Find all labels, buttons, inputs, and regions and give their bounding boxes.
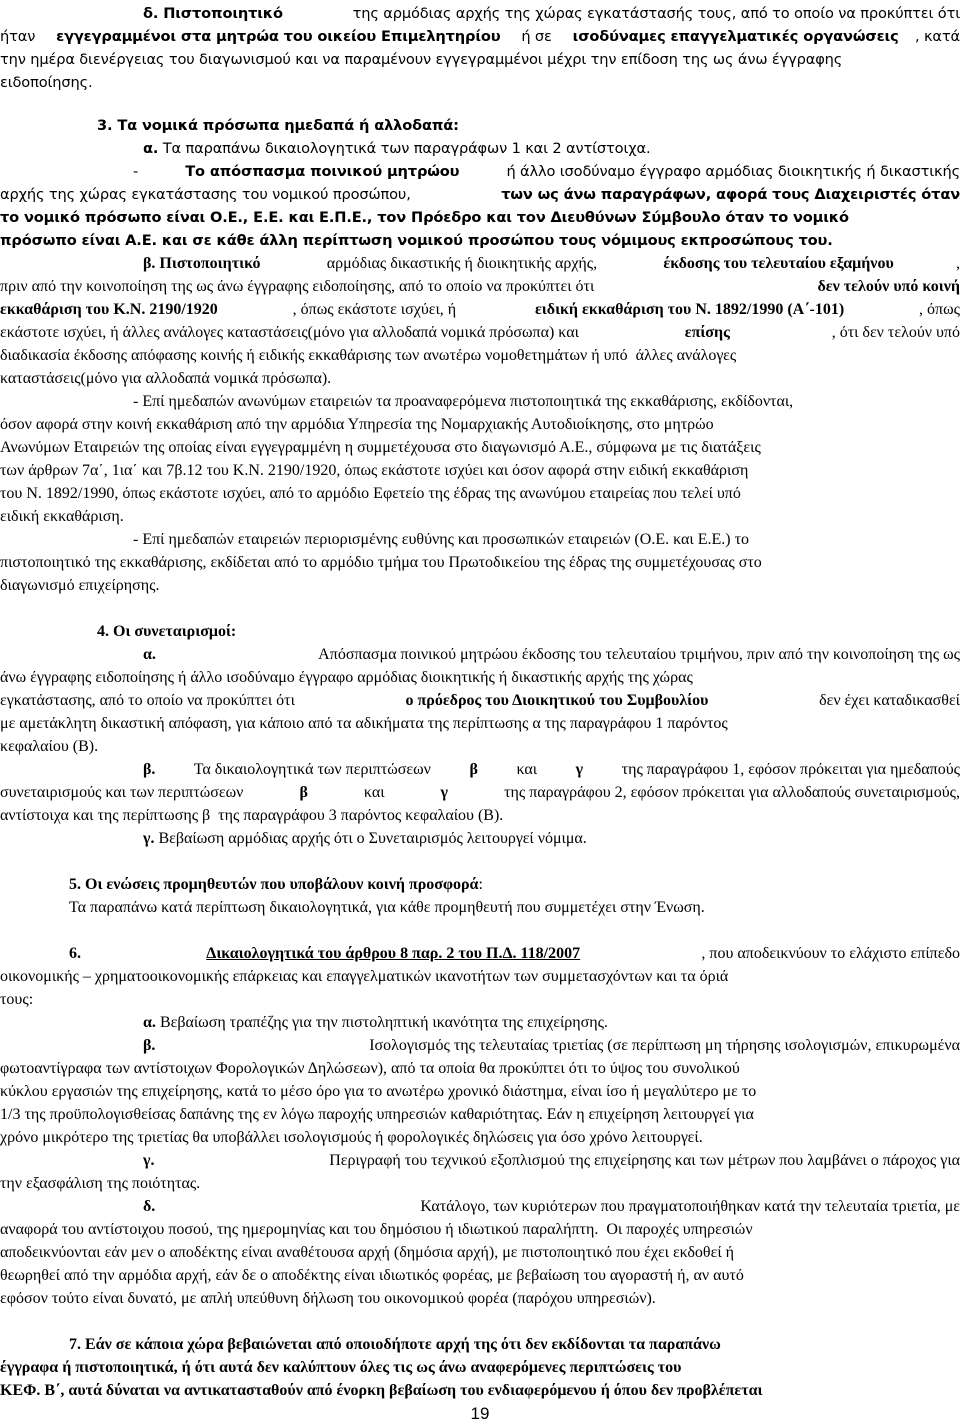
text-line [0, 71, 960, 94]
text-run: Ανωνύμων Εταιρειών της οποίας είναι εγγεγραμμένη η συμμετέχουσα στο διαγωνισμό Α.Ε., σύμφωνα με τις διατάξεις [0, 439, 761, 456]
text-run: - Επί ημεδαπών ανωνύμων εταιρειών τα προαναφερόμενα πιστοποιητικά της εκκαθάρισης, εκδίδονται, [133, 393, 794, 410]
text-run: τους: [0, 991, 34, 1008]
text-line [0, 1218, 960, 1241]
text-run: : [478, 876, 483, 893]
text-line [0, 1172, 960, 1195]
text-run: α. [143, 1014, 156, 1031]
text-line [0, 137, 960, 160]
text-run: α. [143, 140, 159, 157]
text-line [0, 459, 960, 482]
text-run: 3. Τα νομικά πρόσωπα ημεδαπά ή αλλοδαπά: [97, 117, 459, 134]
text-line [0, 367, 960, 390]
text-line [0, 1080, 960, 1103]
text-line [0, 574, 960, 597]
text-run: 7. Εάν σε κάποια χώρα βεβαιώνεται από οποιοδήποτε αρχή της ότι δεν εκδίδονται τα παραπάνω [69, 1336, 721, 1353]
text-line [0, 183, 960, 206]
text-run: δ. [143, 1198, 156, 1215]
text-line [0, 896, 960, 919]
text-line [0, 321, 960, 344]
text-run: πρόσωπο είναι Α.Ε. και σε κάθε άλλη περίπτωση νομικού προσώπου τους νόμιμους εκπροσώπους του. [0, 232, 833, 249]
text-run: πριν από την κοινοποίηση της ως άνω έγγραφης ειδοποίησης, από το οποίο να προκύπτει ότι [0, 278, 599, 295]
text-run: αρμόδιας δικαστικής ή διοικητικής αρχής, [322, 255, 602, 272]
text-run: , όπως εκάστοτε ισχύει, ή [292, 301, 461, 318]
text-run: κεφαλαίου (Β). [0, 738, 99, 755]
text-run: ήταν [0, 28, 40, 45]
text-run: ειδική εκκαθάριση. [0, 508, 124, 525]
text-line [0, 873, 960, 896]
text-run: και [359, 784, 389, 801]
text-line [0, 551, 960, 574]
text-line [0, 390, 960, 413]
text-run: χρόνο μικρότερο της τριετίας θα υποβάλλει ισολογισμούς ή φορολογικές δηλώσεις για όσο χρόνο λειτουργεί. [0, 1129, 703, 1146]
text-line [0, 413, 960, 436]
text-run: , που αποδεικνύουν το ελάχιστο επίπεδο [701, 945, 960, 962]
text-line [0, 965, 960, 988]
text-run: , [955, 255, 960, 272]
text-run: την εξασφάλιση της ποιότητας. [0, 1175, 201, 1192]
text-line [0, 252, 960, 275]
text-line [0, 1126, 960, 1149]
text-run: β [299, 784, 308, 801]
text-line [0, 1333, 960, 1356]
text-run: Περιγραφή του τεχνικού εξοπλισμού της επιχείρησης και των μέτρων που λαμβάνει ο πάροχος για [325, 1152, 960, 1169]
text-run: Ισολογισμός της τελευταίας τριετίας (σε περίπτωση μη τήρησης ισολογισμών, επικυρωμένα [365, 1037, 960, 1054]
text-run: γ. [143, 1152, 155, 1169]
text-run: αρχής της χώρας εγκατάστασης του νομικού προσώπου, [0, 186, 416, 203]
text-run: την ημέρα διενέργειας του διαγωνισμού και να παραμένουν εγγεγραμμένοι μέχρι την επίδοση της ως άνω έγγραφης [0, 51, 843, 68]
text-run: ή σε [516, 28, 557, 45]
text-line [0, 1195, 960, 1218]
text-run: των άρθρων 7α΄, 1ια΄ και 7β.12 του Κ.Ν. 2190/1920, όπως εκάστοτε ισχύει και όσον αφορά στην ειδική εκκαθάριση [0, 462, 749, 479]
text-run: έκδοσης του τελευταίου εξαμήνου [663, 255, 894, 272]
text-run: αντίστοιχα και της περίπτωσης β της παραγράφου 3 παρόντος κεφαλαίου (Β). [0, 807, 504, 824]
text-run: διαγωνισμό επιχείρησης. [0, 577, 160, 594]
text-run: ισοδύναμες επαγγελματικές οργανώσεις [572, 28, 899, 45]
text-run: β. Πιστοποιητικό [143, 255, 261, 272]
text-run: κύκλου εργασιών της επιχείρησης, κατά το μέσο όρο για το ανωτέρω χρονικό διάστημα, είναι ίσο ή μεγαλύτερο με το [0, 1083, 757, 1100]
text-run: οικονομικής – χρηματοοικονομικής επάρκειας και επαγγελματικών ικανοτήτων των συμμετασχόντων και τα όριά [0, 968, 729, 985]
text-run: ειδοποίησης. [0, 74, 93, 91]
text-run: 1/3 της προϋπολογισθείσας δαπάνης της εν λόγω παροχής υπηρεσιών καθαριότητας. Εάν η επιχείρηση λειτουργεί για [0, 1106, 754, 1123]
text-line [0, 1103, 960, 1126]
text-run: και [512, 761, 542, 778]
text-run: πιστοποιητικό της εκκαθάρισης, εκδίδεται από το αρμόδιο τμήμα του Πρωτοδικείου της έδρας της συμμετέχουσας στο [0, 554, 762, 571]
text-run: όσον αφορά στην κοινή εκκαθάριση από την αρμόδια Υπηρεσία της Νομαρχιακής Αυτοδιοίκησης, στο μητρώο [0, 416, 714, 433]
text-line [0, 505, 960, 528]
text-line [0, 344, 960, 367]
text-line [0, 620, 960, 643]
text-run: καταστάσεις(μόνο για αλλοδαπά νομικά πρόσωπα). [0, 370, 332, 387]
text-run: έγγραφα ή πιστοποιητικά, ή ότι αυτά δεν καλύπτουν όλες τις ως άνω αναφερόμενες περιπτώσεις του [0, 1359, 682, 1376]
text-run: β. [143, 1037, 156, 1054]
text-run: Τα παραπάνω δικαιολογητικά των παραγράφων 1 και 2 αντίστοιχα. [158, 140, 651, 157]
text-run: άνω έγγραφης ειδοποίησης ή άλλο ισοδύναμο έγγραφο αρμόδιας διοικητικής ή δικαστικής αρχής της χώρας [0, 669, 693, 686]
text-line [0, 528, 960, 551]
text-run: , όπως [919, 301, 960, 318]
text-run: γ. [143, 830, 155, 847]
text-run: Βεβαίωση τραπέζης για την πιστοληπτική ικανότητα της επιχείρησης. [155, 1014, 608, 1031]
text-run: συνεταιρισμούς και των περιπτώσεων [0, 784, 248, 801]
text-run: εγκατάστασης, από το οποίο να προκύπτει ότι [0, 692, 299, 709]
text-line [0, 827, 960, 850]
text-run: ή άλλο ισοδύναμο έγγραφο αρμόδιας διοικητικής ή δικαστικής [501, 163, 960, 180]
text-run: διαδικασία έκδοσης απόφασης κοινής ή ειδικής εκκαθάρισης των ανωτέρω νομοθετημάτων ή υπό άλλες ανάλογες [0, 347, 737, 364]
text-line [0, 482, 960, 505]
text-line [0, 48, 960, 71]
text-run: , κατά [914, 28, 960, 45]
text-run: ειδική εκκαθάριση του Ν. 1892/1990 (Α΄-101) [534, 301, 845, 318]
text-run: - [133, 163, 143, 180]
text-run: Το απόσπασμα ποινικού μητρώου [185, 163, 460, 180]
text-run: ο πρόεδρος του Διοικητικού του Συμβουλίου [405, 692, 709, 709]
text-run: β [469, 761, 478, 778]
text-line [0, 1011, 960, 1034]
text-run: Τα παραπάνω κατά περίπτωση δικαιολογητικά, για κάθε προμηθευτή που συμμετέχει στην Ένωση. [69, 899, 705, 916]
text-line [0, 298, 960, 321]
text-run: - Επί ημεδαπών εταιρειών περιορισμένης ευθύνης και προσωπικών εταιρειών (Ο.Ε. και Ε.Ε.) το [133, 531, 749, 548]
text-line [0, 25, 960, 48]
text-line [0, 1057, 960, 1080]
text-line [0, 1034, 960, 1057]
text-line [0, 988, 960, 1011]
text-run: δ. Πιστοποιητικό [143, 5, 283, 22]
text-line [0, 160, 960, 183]
text-run: γ [575, 761, 584, 778]
text-line [0, 643, 960, 666]
text-run: με αμετάκλητη δικαστική απόφαση, για κάποιο από τα αδικήματα της περίπτωσης α της παραγράφου 1 παρόντος [0, 715, 728, 732]
text-run: ΚΕΦ. Β΄, αυτά δύναται να αντικατασταθούν από ένορκη βεβαίωση του ενδιαφερόμενου ή όπου δεν προβλέπεται [0, 1382, 763, 1399]
text-line [0, 1379, 960, 1402]
text-run: Κατάλογο, των κυριότερων που πραγματοποιήθηκαν κατά την τελευταία τριετία, με [416, 1198, 960, 1215]
text-run: Βεβαίωση αρμόδιας αρχής ότι ο Συνεταιρισμός λειτουργεί νόμιμα. [154, 830, 587, 847]
text-line [0, 275, 960, 298]
text-line [0, 1149, 960, 1172]
text-run: εφόσον τούτο είναι δυνατό, με απλή υπεύθυνη δήλωση του οικονομικού φορέα (παρόχου υπηρεσιών). [0, 1290, 656, 1307]
text-run: 5. Οι ενώσεις προμηθευτών που υποβάλουν κοινή προσφορά [69, 876, 479, 893]
text-line [0, 735, 960, 758]
text-run: της αρμόδιας αρχής της χώρας εγκατάστασής τους, από το οποίο να προκύπτει ότι [352, 5, 960, 22]
text-run: της παραγράφου 2, εφόσον πρόκειται για αλλοδαπούς συνεταιρισμούς, [500, 784, 960, 801]
text-run: θεωρηθεί από την αρμόδια αρχή, εάν δε ο αποδέκτης είναι ιδιωτικός φορέας, με βεβαίωση του αγοραστή ή, αν αυτό [0, 1267, 744, 1284]
text-run: 4. Οι συνεταιρισμοί: [97, 623, 237, 640]
text-line [0, 114, 960, 137]
text-run: επίσης [684, 324, 730, 341]
text-line [0, 712, 960, 735]
text-run: Δικαιολογητικά του άρθρου 8 παρ. 2 του Π.Δ. 118/2007 [206, 945, 581, 962]
text-line [0, 804, 960, 827]
text-line [0, 942, 960, 965]
text-run: β. [143, 761, 156, 778]
text-line [0, 1287, 960, 1310]
text-run: των ως άνω παραγράφων, αφορά τους Διαχειριστές όταν [501, 186, 960, 203]
text-run: 6. [69, 945, 85, 962]
text-run: δεν τελούν υπό κοινή [817, 278, 960, 295]
text-run: Απόσπασμα ποινικού μητρώου έκδοσης του τελευταίου τριμήνου, πριν από την κοινοποίηση της ως [315, 646, 960, 663]
text-run: α. [143, 646, 156, 663]
text-run: αναφορά του αντίστοιχου ποσού, της ημερομηνίας και του δημόσιου ή ιδιωτικού παραλήπτη. Οι παροχές υπηρεσιών [0, 1221, 753, 1238]
text-line [0, 229, 960, 252]
text-line [0, 1356, 960, 1379]
text-run: γ [440, 784, 449, 801]
text-run: φωτοαντίγραφα των αντίστοιχων Φορολογικών Δηλώσεων), από τα οποία θα προκύπτει ότι το ύψος του συνολικού [0, 1060, 740, 1077]
text-run: το νομικό πρόσωπο είναι Ο.Ε., Ε.Ε. και Ε.Π.Ε., τον Πρόεδρο και τον Διευθύνων Σύμβουλο όταν το νομικό [0, 209, 849, 226]
text-line [0, 689, 960, 712]
text-run: εγγεγραμμένοι στα μητρώα του οικείου Επιμελητηρίου [56, 28, 501, 45]
text-line [0, 666, 960, 689]
text-run: εκάστοτε ισχύει, ή άλλες ανάλογες καταστάσεις(μόνο για αλλοδαπά νομικά πρόσωπα) και [0, 324, 583, 341]
text-line [0, 206, 960, 229]
text-line [0, 2, 960, 25]
text-run: του Ν. 1892/1990, όπως εκάστοτε ισχύει, από το αρμόδιο Εφετείο της έδρας της ανωνύμου εταιρείας που τελεί υπό [0, 485, 741, 502]
text-line [0, 1241, 960, 1264]
text-run: Τα δικαιολογητικά των περιπτώσεων [190, 761, 435, 778]
page-number: 19 [470, 1404, 490, 1423]
text-line [0, 781, 960, 804]
text-run: της παραγράφου 1, εφόσον πρόκειται για ημεδαπούς [617, 761, 960, 778]
text-line [0, 1264, 960, 1287]
text-line [0, 758, 960, 781]
text-run: , ότι δεν τελούν υπό [831, 324, 960, 341]
text-run: δεν έχει καταδικασθεί [815, 692, 960, 709]
text-line [0, 436, 960, 459]
text-run: εκκαθάριση του Κ.Ν. 2190/1920 [0, 301, 218, 318]
text-run: αποδεικνύονται εάν μεν ο αποδέκτης είναι αναθέτουσα αρχή (δημόσια αρχή), με πιστοποιητικό που έχει εκδοθεί ή [0, 1244, 734, 1261]
